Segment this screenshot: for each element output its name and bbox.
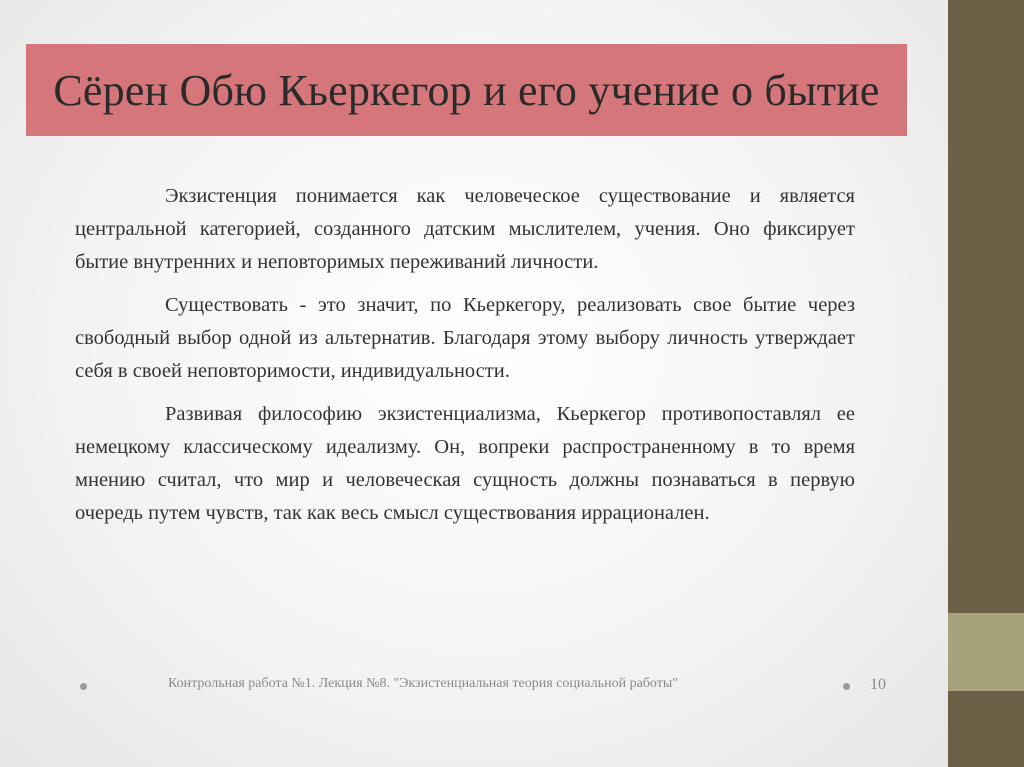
- paragraph-1: Экзистенция понимается как человеческое существование и является центральной категорией, созданного датским мыслителем, учения. Оно фиксирует бытие внутренних и неповторимых переживаний личности.: [75, 185, 855, 273]
- slide-title: Сёрен Обю Кьеркегор и его учение о бытие: [53, 65, 880, 115]
- right-accent-block: [948, 613, 1024, 691]
- page-number: 10: [870, 676, 886, 693]
- slide-body: [75, 180, 855, 540]
- paragraph-2: Существовать - это значит, по Кьеркегору, реализовать свое бытие через свободный выбор одной из альтернатив. Благодаря этому выбору личность утверждает себя в своей неповторимости, индивидуальности.: [75, 294, 855, 382]
- footer-text: Контрольная работа №1. Лекция №8. "Экзистенциальная теория социальной работы": [168, 676, 678, 691]
- bullet-dot-icon: [80, 683, 87, 690]
- paragraph-3: Развивая философию экзистенциализма, Кьеркегор противопоставлял ее немецкому классическому идеализму. Он, вопреки распространенному в то время мнению считал, что мир и человеческая сущность должны познаваться в первую очередь путем чувств, так как весь смысл существования иррационален.: [75, 403, 855, 524]
- bullet-dot-icon: [843, 683, 850, 690]
- slide-footer: [0, 676, 948, 696]
- title-band: [26, 44, 907, 136]
